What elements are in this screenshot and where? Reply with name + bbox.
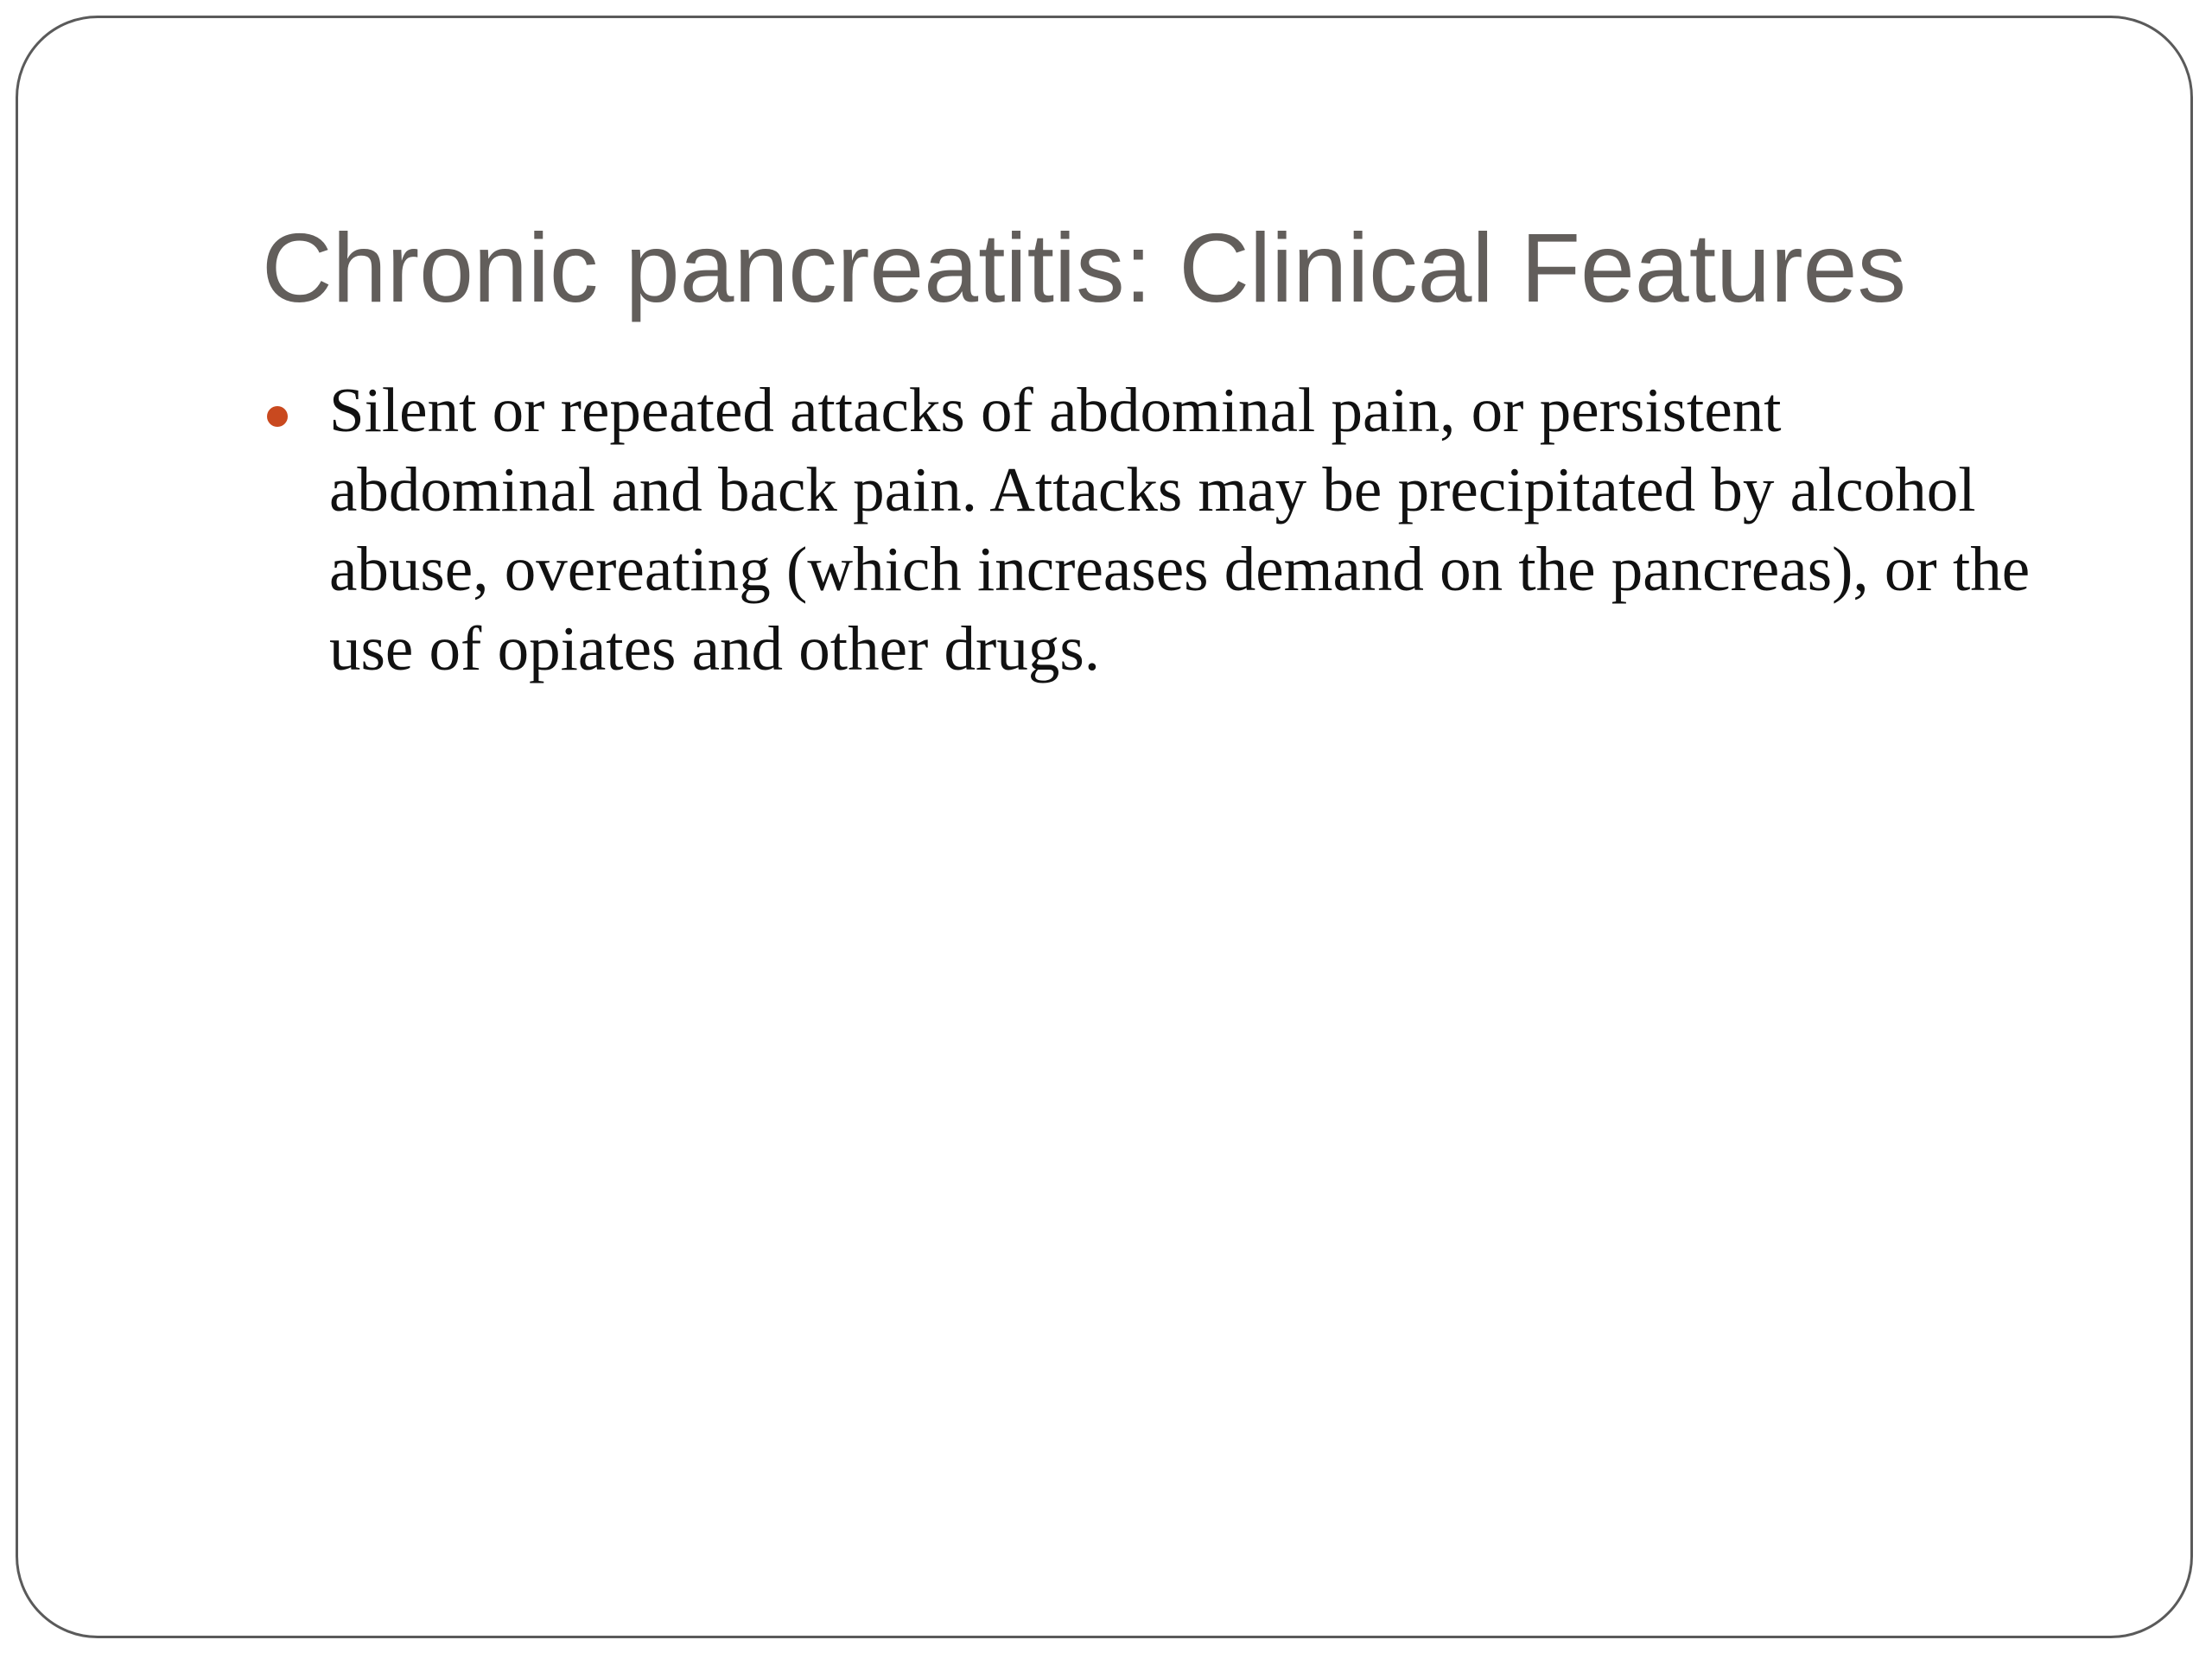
- slide-title: Chronic pancreatitis: Clinical Features: [262, 213, 1906, 322]
- bullet-dot-icon: [267, 406, 288, 427]
- list-item: [262, 371, 2059, 689]
- slide-frame: [16, 16, 2193, 1638]
- bullet-text: Silent or repeated attacks of abdominal pain, or persistent abdominal and back pain. Attacks may be precipitated by alcohol abuse, overeating (which increases demand on the pancreas), or the use of opiates and other drugs.: [329, 375, 2031, 683]
- bullet-list: [262, 371, 2059, 689]
